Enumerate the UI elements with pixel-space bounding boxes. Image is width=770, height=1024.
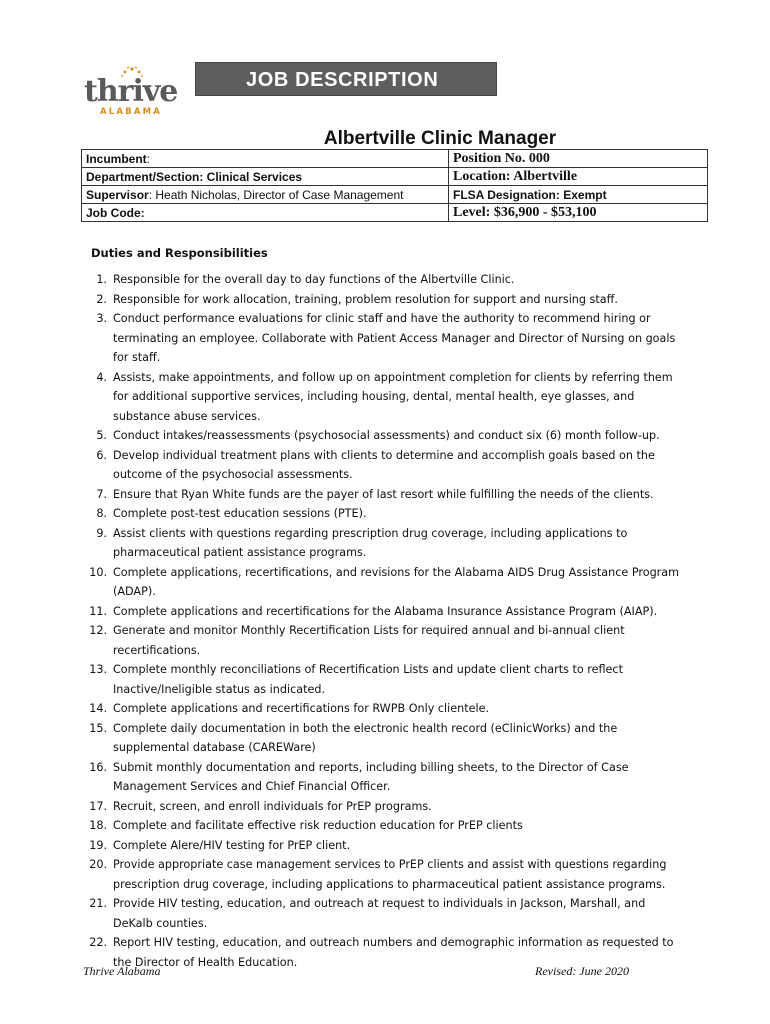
list-item-text: Develop individual treatment plans with clients to determine and accomplish goals based on the outcome of the psychosocial assessments. [113,448,655,481]
list-item [81,855,681,894]
list-item-number: 1. [96,273,107,286]
duties-list [81,270,681,972]
list-item-number: 8. [96,507,107,520]
list-item [81,621,681,660]
list-item-number: 20. [89,858,107,871]
list-item-number: 16. [89,760,107,774]
supervisor-cell [82,186,449,204]
table-row [82,150,708,168]
list-item-text: Complete applications, recertifications, and revisions for the Alabama AIDS Drug Assistance Program (ADAP). [113,565,680,598]
list-item [81,894,681,933]
position-number: Position No. 000 [449,150,708,168]
list-item-text: Conduct performance evaluations for clinic staff and have the authority to recommend hiring or terminating an employee. Collaborate with Patient Access Manager and Director of Nursing on goals for staff. [113,312,676,364]
company-logo [84,66,176,118]
list-item-text: Generate and monitor Monthly Recertification Lists for required annual and bi-annual client recertifications. [113,624,625,657]
list-item-number: 18. [89,819,107,832]
list-item-number: 22. [89,936,107,949]
department-section: Department/Section: Clinical Services [82,168,449,186]
list-item-text: Assist clients with questions regarding prescription drug coverage, including applications to pharmaceutical patient assistance programs. [113,526,628,559]
banner-title: JOB DESCRIPTION [246,69,439,91]
list-item-text: Complete post-test education sessions (PTE). [113,507,367,520]
list-item [81,699,681,719]
incumbent-label: Incumbent [86,151,147,166]
list-item [81,368,681,427]
page-title: Albertville Clinic Manager [323,128,557,149]
list-item-number: 5. [96,429,107,442]
list-item-text: Complete applications and recertifications for the Alabama Insurance Assistance Program (AIAP). [113,604,658,618]
list-item-number: 19. [89,838,107,852]
location: Location: Albertville [449,168,708,186]
list-item [81,797,681,817]
duties-heading: Duties and Responsibilities [91,246,268,260]
list-item-number: 21. [89,897,107,910]
list-item-text: Recruit, screen, and enroll individuals for PrEP programs. [113,799,432,813]
logo-subtitle: ALABAMA [100,107,163,117]
list-item [81,758,681,797]
list-item-number: 14. [89,702,107,715]
list-item-text: Responsible for the overall day to day functions of the Albertville Clinic. [113,273,515,286]
list-item [81,816,681,836]
list-item [81,309,681,368]
table-row [82,204,708,222]
list-item-number: 13. [89,663,107,676]
list-item-number: 4. [96,370,107,384]
list-item [81,836,681,856]
pay-level: Level: $36,900 - $53,100 [449,204,708,222]
supervisor-value: : Heath Nicholas, Director of Case Management [148,187,404,202]
list-item-number: 6. [96,448,107,462]
list-item-number: 9. [96,526,107,540]
list-item [81,660,681,699]
list-item [81,602,681,622]
list-item-number: 12. [89,624,107,637]
list-item-number: 15. [89,721,107,735]
list-item-text: Complete Alere/HIV testing for PrEP client. [113,838,351,852]
list-item-number: 7. [96,487,107,501]
list-item [81,485,681,505]
list-item-text: Provide HIV testing, education, and outreach at request to individuals in Jackson, Marshall, and DeKalb counties. [113,897,646,930]
list-item-text: Complete and facilitate effective risk reduction education for PrEP clients [113,819,523,832]
list-item-number: 10. [89,565,107,579]
list-item-text: Ensure that Ryan White funds are the payer of last resort while fulfilling the needs of the clients. [113,487,654,501]
list-item [81,426,681,446]
list-item [81,270,681,290]
list-item-text: Responsible for work allocation, training, problem resolution for support and nursing staff. [113,292,618,306]
list-item-number: 2. [96,292,107,306]
table-row [82,168,708,186]
list-item-text: Complete applications and recertifications for RWPB Only clientele. [113,702,490,715]
list-item-text: Assists, make appointments, and follow up on appointment completion for clients by referring them for additional supportive services, including housing, dental, mental health, eye glasses, and substance abuse services. [113,370,673,423]
footer-organization: Thrive Alabama [83,964,161,978]
list-item [81,446,681,485]
list-item-number: 3. [96,312,107,325]
list-item-text: Conduct intakes/reassessments (psychosocial assessments) and conduct six (6) month follow-up. [113,429,660,442]
incumbent-cell [82,150,449,168]
list-item-text: Submit monthly documentation and reports, including billing sheets, to the Director of Case Management Services and Chief Financial Officer. [113,760,629,793]
flsa-designation: FLSA Designation: Exempt [449,186,708,204]
job-description-banner [195,62,497,96]
job-info-table [81,149,708,222]
list-item-text: Provide appropriate case management services to PrEP clients and assist with questions regarding prescription drug coverage, including applications to pharmaceutical patient assistance programs. [113,858,667,891]
incumbent-value: : [146,151,151,166]
list-item-number: 11. [89,604,107,618]
list-item-text: Report HIV testing, education, and outreach numbers and demographic information as requested to the Director of Health Education. [113,936,674,969]
list-item [81,719,681,758]
table-row [82,186,708,204]
list-item [81,290,681,310]
list-item-number: 17. [89,799,107,813]
job-code: Job Code: [82,204,449,222]
list-item-text: Complete monthly reconciliations of Recertification Lists and update client charts to reflect Inactive/Ineligible status as indicated. [113,663,623,696]
logo-wordmark: thrive [84,74,178,109]
list-item [81,504,681,524]
list-item [81,563,681,602]
list-item [81,524,681,563]
supervisor-label: Supervisor [86,187,149,202]
list-item-text: Complete daily documentation in both the electronic health record (eClinicWorks) and the supplemental database (CAREWare) [113,721,618,754]
footer-revised-date: Revised: June 2020 [535,964,629,978]
